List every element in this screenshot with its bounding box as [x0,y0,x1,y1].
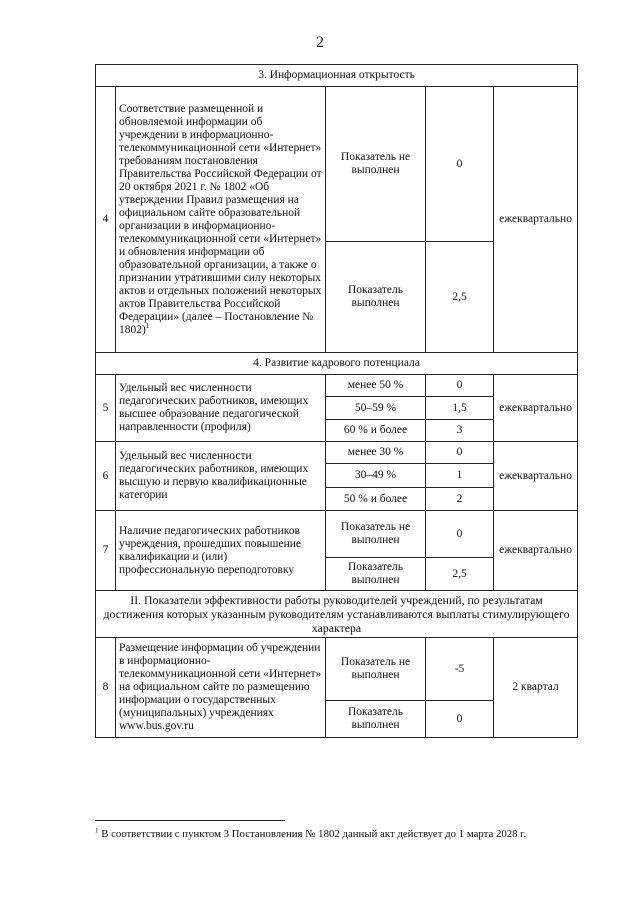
points: 1 [426,464,494,488]
periodicity: ежеквартально [494,87,578,353]
footnote-mark: 1 [145,321,150,330]
criterion: Показатель выполнен [326,701,426,738]
points: -5 [426,638,494,701]
indicator-description: Наличие педагогических работников учреждения, прошедших повышение квалификации и (или) профессиональную переподготовку [116,511,326,591]
section-header [96,591,578,638]
section-title-managers-efficiency: II. Показатели эффективности работы руководителей учреждений, по результатам достижения которых указанным руководителям устанавливаются выплаты стимулирующего характера [96,591,578,638]
points: 0 [426,375,494,397]
table-row [96,442,578,464]
indicator-description: Соответствие размещенной и обновляемой информации об учреждении в информационно-телекоммуникационной сети «Интернет» требованиям постановления Правительства Российской Федерации от 20 октября 2021 г. № 1802 «Об утверждении Правил размещения на официальном сайте образовательной организации в информационно-телекоммуникационной сети «Интернет» и обновления информации об образовательной организации, а также о признании утратившими силу некоторых актов и отдельных положений некоторых актов Правительства Российской Федерации» (далее – Постановление № 1802)$^1$ [116,87,326,353]
footnote [95,828,526,840]
criterion: 50–59 % [326,397,426,420]
points: 2,5 [426,558,494,591]
criterion: менее 30 % [326,442,426,464]
criterion: 50 % и более [326,488,426,511]
criterion: 60 % и более [326,420,426,442]
table-row [96,638,578,701]
table-row [96,375,578,397]
points: 3 [426,420,494,442]
criterion: 30–49 % [326,464,426,488]
indicator-description: Удельный вес численности педагогических работников, имеющих высшее образование педагогической направленности (профиля) [116,375,326,442]
footnote-separator [95,820,285,821]
table-row [96,87,578,242]
criterion: менее 50 % [326,375,426,397]
points: 0 [426,701,494,738]
indicators-table [95,64,578,738]
points: 2 [426,488,494,511]
section-header [96,65,578,87]
footnote-text: В соответствии с пунктом 3 Постановления № 1802 данный акт действует до 1 марта 2028 г. [98,828,527,840]
indicator-description: Размещение информации об учреждении в информационно-телекоммуникационной сети «Интернет» на официальном сайте по размещению информации о государственных (муниципальных) учреждениях www.bus.gov.ru [116,638,326,738]
points: 0 [426,87,494,242]
criterion: Показатель выполнен [326,558,426,591]
criterion: Показатель не выполнен [326,511,426,558]
periodicity: ежеквартально [494,511,578,591]
section-header [96,353,578,375]
indicator-description: Удельный вес численности педагогических работников, имеющих высшую и первую квалификационные категории [116,442,326,511]
table-row [96,511,578,558]
row-number: 6 [96,442,116,511]
criterion: Показатель выполнен [326,242,426,353]
row-number: 5 [96,375,116,442]
points: 1,5 [426,397,494,420]
points: 2,5 [426,242,494,353]
row-number: 4 [96,87,116,353]
periodicity: ежеквартально [494,442,578,511]
criterion: Показатель не выполнен [326,638,426,701]
page-number: 2 [316,34,324,51]
points: 0 [426,442,494,464]
points: 0 [426,511,494,558]
section-title-information-openness: 3. Информационная открытость [96,65,578,87]
footnote-mark: 1 [95,826,99,835]
periodicity: ежеквартально [494,375,578,442]
row-number: 8 [96,638,116,738]
criterion: Показатель не выполнен [326,87,426,242]
section-title-staff-development: 4. Развитие кадрового потенциала [96,353,578,375]
periodicity: 2 квартал [494,638,578,738]
row-number: 7 [96,511,116,591]
